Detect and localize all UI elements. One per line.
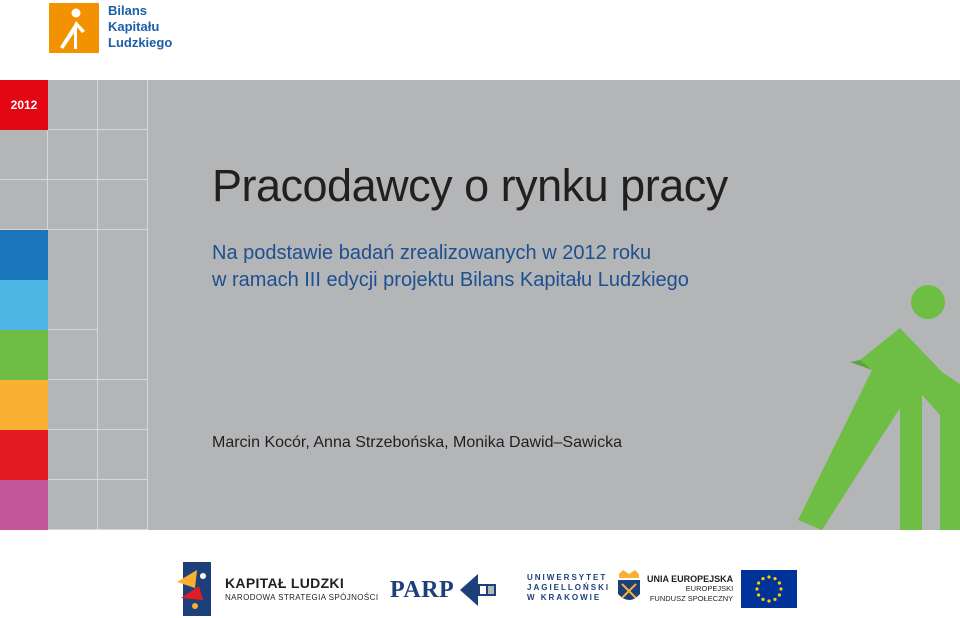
grid-cell bbox=[98, 430, 148, 480]
subtitle-line-1: Na podstawie badań zrealizowanych w 2012 roku bbox=[212, 242, 652, 264]
grid-cell bbox=[0, 180, 48, 230]
uj-line-3: W KRAKOWIE bbox=[527, 593, 602, 602]
kapital-ludzki-logo bbox=[177, 560, 378, 616]
brand-line-2: Kapitału bbox=[108, 19, 160, 34]
color-tile-orange bbox=[0, 380, 48, 430]
uj-crest-icon bbox=[616, 570, 642, 606]
authors: Marcin Kocór, Anna Strzebońska, Monika Dawid–Sawicka bbox=[212, 434, 622, 451]
grid-cell bbox=[48, 80, 98, 130]
eu-flag-icon bbox=[741, 570, 797, 608]
subtitle bbox=[212, 240, 689, 294]
grid-cell bbox=[98, 80, 148, 130]
grid-cell bbox=[98, 180, 148, 230]
eu-line-3: FUNDUSZ SPOŁECZNY bbox=[649, 594, 734, 603]
brand-name bbox=[108, 3, 172, 51]
kapital-subtitle: NARODOWA STRATEGIA SPÓJNOŚCI bbox=[225, 592, 379, 602]
bilans-logo bbox=[49, 3, 172, 53]
page-title: Pracodawcy o rynku pracy bbox=[212, 160, 728, 211]
grid-cell bbox=[48, 180, 98, 230]
brand-line-3: Ludzkiego bbox=[108, 35, 173, 50]
color-tile-cyan bbox=[0, 280, 48, 330]
brand-line-1: Bilans bbox=[108, 3, 148, 18]
eu-logo bbox=[647, 570, 797, 608]
green-figure-icon bbox=[790, 280, 960, 530]
uj-line-2: JAGIELLOŃSKI bbox=[527, 583, 611, 592]
color-tile-magenta bbox=[0, 480, 48, 530]
grid-cell bbox=[48, 130, 98, 180]
color-tile-green bbox=[0, 330, 48, 380]
grid-cell bbox=[98, 230, 148, 380]
parp-text: PARP bbox=[390, 576, 455, 603]
color-tile-blue bbox=[0, 230, 48, 280]
color-tile-red bbox=[0, 430, 48, 480]
grid-cell bbox=[48, 430, 98, 480]
grid-cell bbox=[48, 480, 98, 530]
grid-cell bbox=[48, 230, 98, 330]
grid-cell bbox=[98, 380, 148, 430]
tile-grid bbox=[0, 80, 150, 530]
parp-logo bbox=[390, 572, 498, 608]
grid-cell bbox=[48, 380, 98, 430]
eu-line-1: UNIA EUROPEJSKA bbox=[647, 574, 734, 584]
eu-line-2: EUROPEJSKI bbox=[685, 584, 734, 593]
sponsor-logos bbox=[0, 530, 960, 618]
grid-cell bbox=[98, 130, 148, 180]
uj-line-1: UNIWERSYTET bbox=[527, 573, 608, 582]
cover-band bbox=[0, 80, 960, 530]
parp-arrows-icon bbox=[458, 572, 498, 608]
year-badge: 2012 bbox=[0, 80, 48, 130]
kapital-title: KAPITAŁ LUDZKI bbox=[225, 574, 345, 591]
grid-cell bbox=[48, 330, 98, 380]
grid-cell bbox=[98, 480, 148, 530]
grid-cell bbox=[0, 130, 48, 180]
kapital-ludzki-flag-icon bbox=[177, 560, 215, 616]
uj-logo bbox=[527, 570, 642, 606]
subtitle-line-2: w ramach III edycji projektu Bilans Kapitału Ludzkiego bbox=[212, 269, 689, 291]
walking-person-icon bbox=[49, 3, 99, 53]
